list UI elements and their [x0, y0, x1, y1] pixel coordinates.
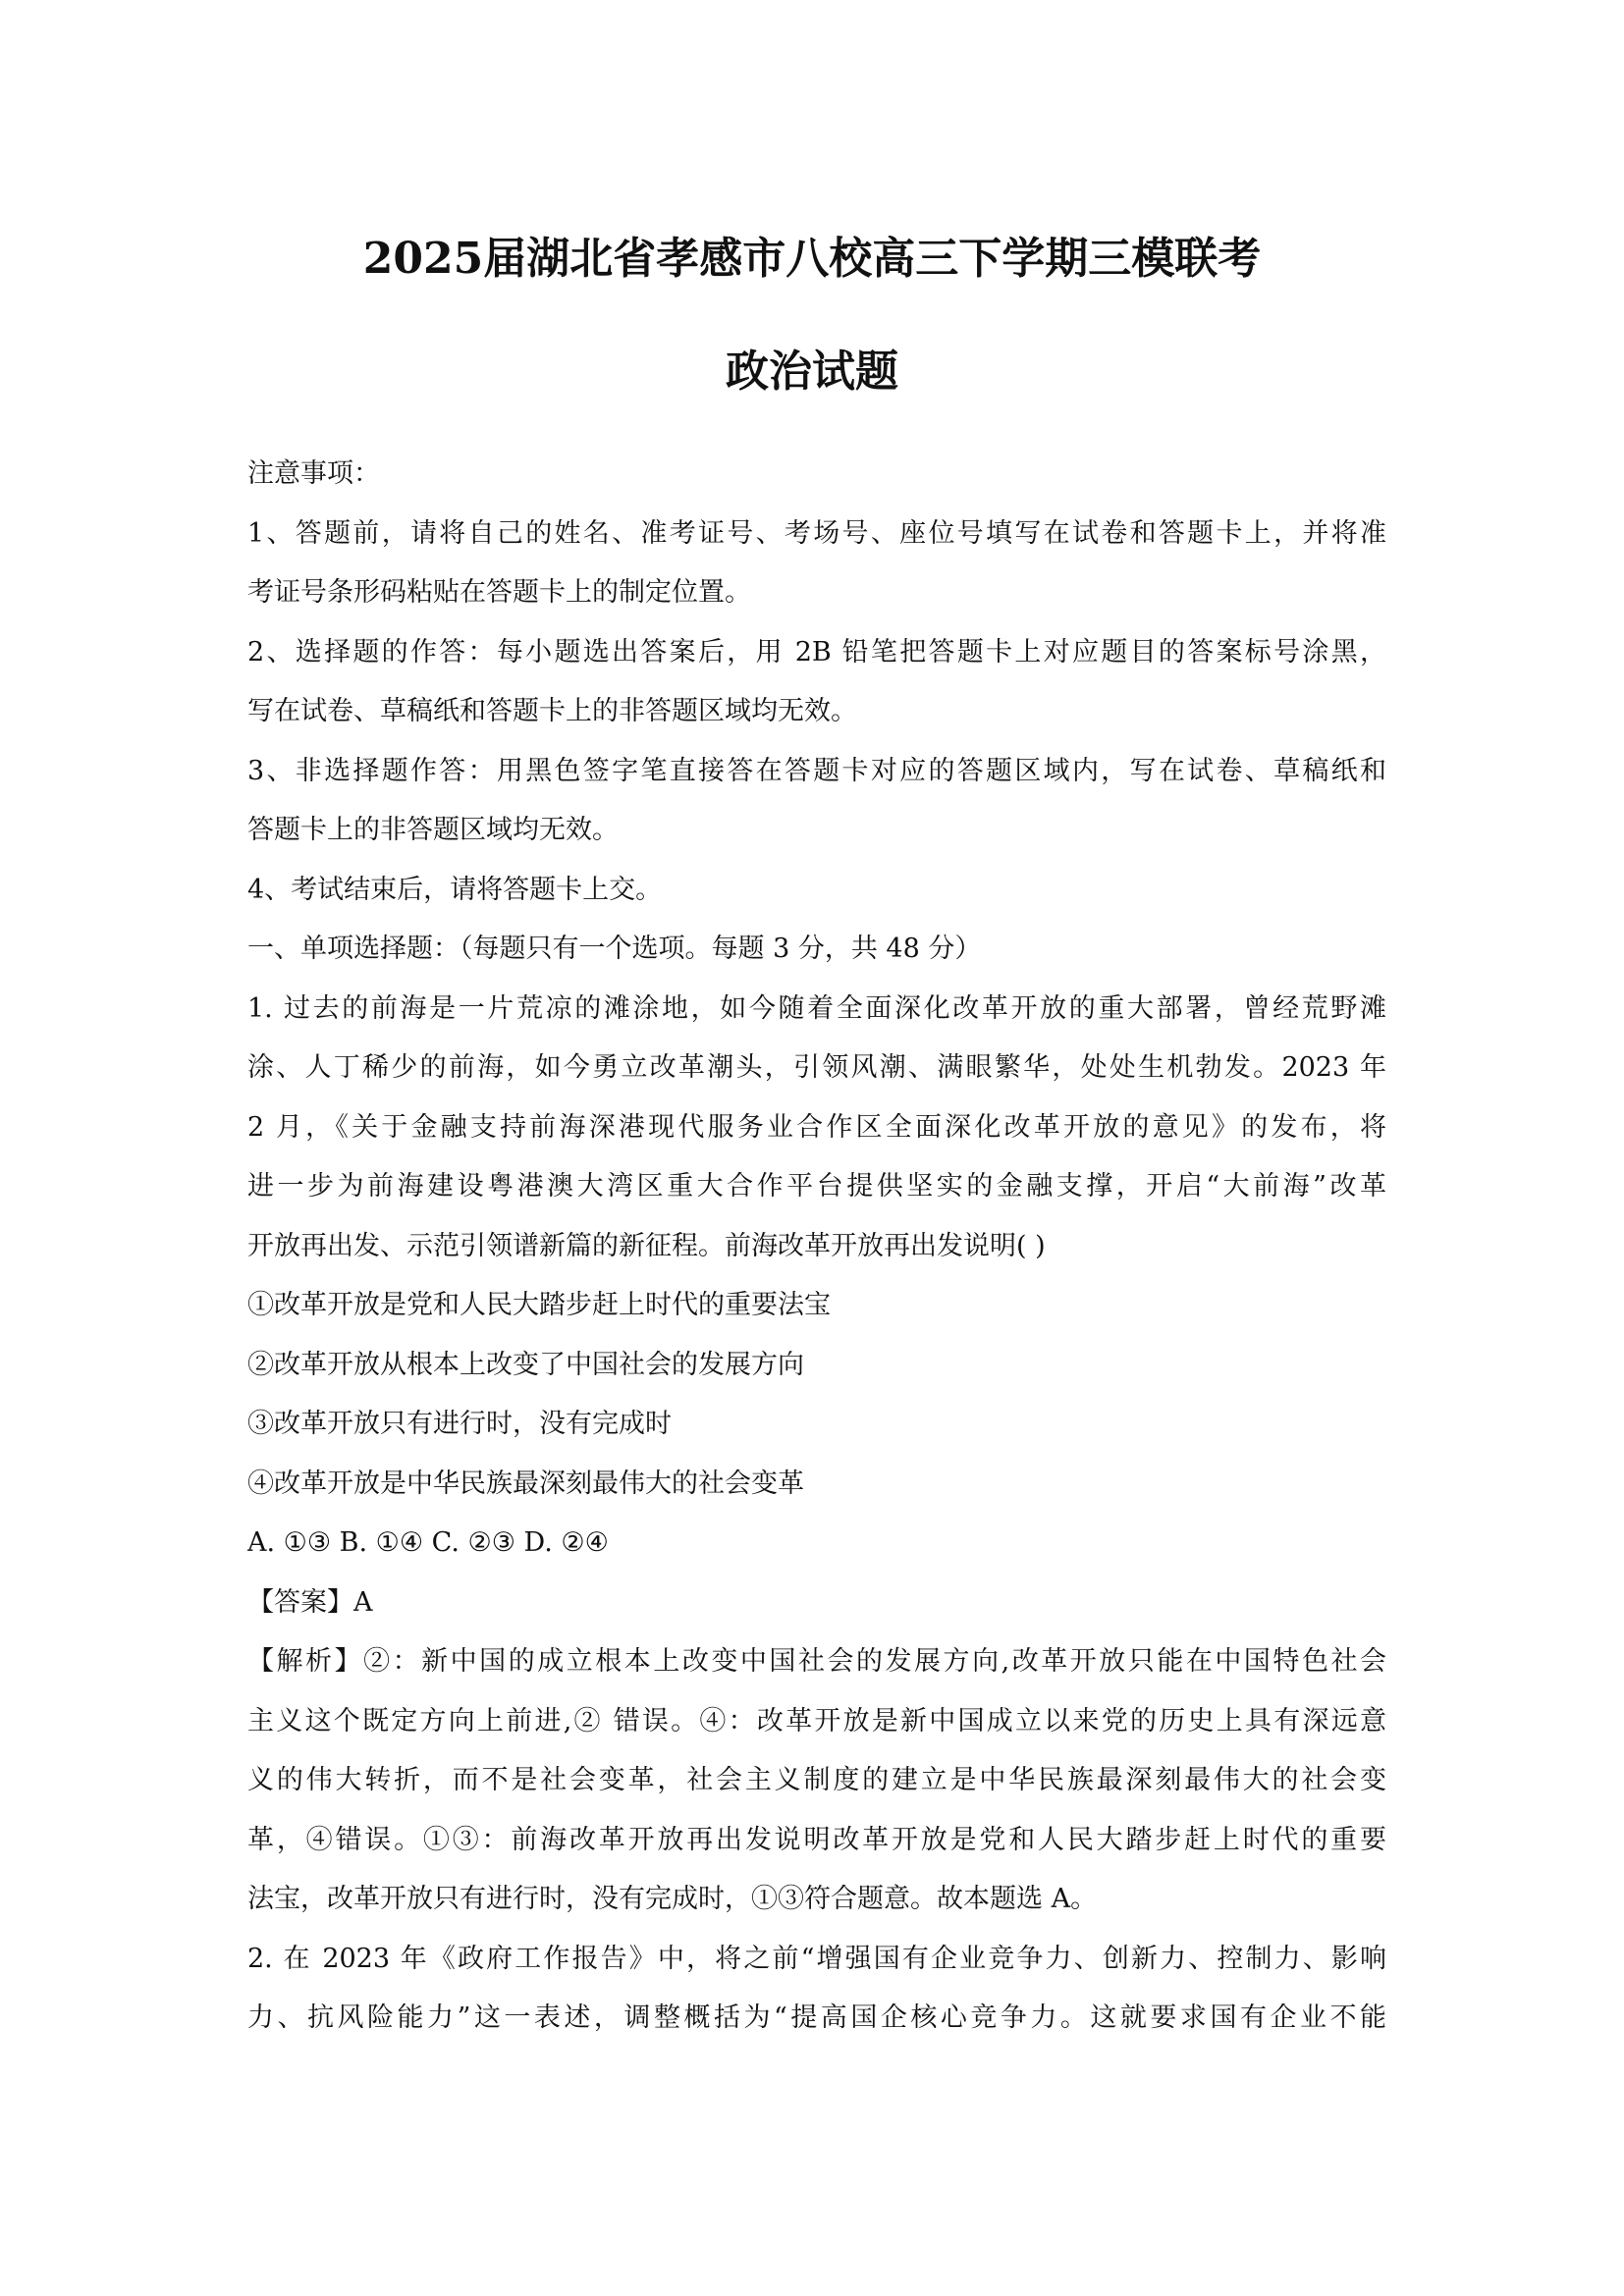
- document-body: [247, 445, 1386, 2049]
- question-1-option-1: ①改革开放是党和人民大踏步赶上时代的重要法宝: [247, 1290, 831, 1320]
- question-1-option-4: ④改革开放是中华民族最深刻最伟大的社会变革: [247, 1468, 804, 1499]
- notice-item-2-line-1: 2、选择题的作答：每小题选出答案后，用 2B 铅笔把答题卡上对应题目的答案标号涂黑，: [247, 636, 1386, 667]
- question-1-option-2: ②改革开放从根本上改变了中国社会的发展方向: [247, 1349, 804, 1380]
- notice-item-3-line-1: 3、非选择题作答：用黑色签字笔直接答在答题卡对应的答题区域内，写在试卷、草稿纸和: [247, 755, 1386, 786]
- question-1-analysis-line-2: 主义这个既定方向上前进,② 错误。④：改革开放是新中国成立以来党的历史上具有深远意: [247, 1705, 1386, 1736]
- question-2-stem-line-1: 2. 在 2023 年《政府工作报告》中，将之前“增强国有企业竞争力、创新力、控制力、影响: [247, 1943, 1386, 1974]
- notice-heading: 注意事项：: [247, 458, 380, 489]
- question-1-option-3: ③改革开放只有进行时，没有完成时: [247, 1409, 672, 1439]
- question-1-analysis-line-5: 法宝，改革开放只有进行时，没有完成时，①③符合题意。故本题选 A。: [247, 1884, 1098, 1914]
- notice-item-3-line-2: 答题卡上的非答题区域均无效。: [247, 815, 619, 845]
- document-title: 2025届湖北省孝感市八校高三下学期三模联考: [362, 234, 1262, 284]
- document-subtitle: 政治试题: [726, 347, 898, 397]
- question-1-analysis-line-3: 义的伟大转折，而不是社会变革，社会主义制度的建立是中华民族最深刻最伟大的社会变: [247, 1765, 1386, 1795]
- question-1-stem-line-4: 进一步为前海建设粤港澳大湾区重大合作平台提供坚实的金融支撑，开启“大前海”改革: [247, 1171, 1386, 1201]
- question-1-stem-line-1: 1. 过去的前海是一片荒凉的滩涂地，如今随着全面深化改革开放的重大部署，曾经荒野滩: [247, 992, 1386, 1024]
- notice-item-1-line-2: 考证号条形码粘贴在答题卡上的制定位置。: [247, 577, 751, 608]
- question-1-stem-line-5: 开放再出发、示范引领谱新篇的新征程。前海改革开放再出发说明( ): [247, 1230, 1046, 1261]
- section-heading: 一、单项选择题：（每题只有一个选项。每题 3 分，共 48 分）: [247, 934, 982, 964]
- question-2-stem-line-2: 力、抗风险能力”这一表述，调整概括为“提高国企核心竞争力。这就要求国有企业不能: [247, 2002, 1386, 2033]
- question-1-analysis-line-1: 【解析】②：新中国的成立根本上改变中国社会的发展方向,改革开放只能在中国特色社会: [247, 1646, 1386, 1677]
- question-1-answer: 【答案】A: [247, 1586, 373, 1618]
- question-1-stem-line-3: 2 月，《关于金融支持前海深港现代服务业合作区全面深化改革开放的意见》的发布，将: [247, 1111, 1386, 1143]
- question-1-stem-line-2: 涂、人丁稀少的前海，如今勇立改革潮头，引领风潮、满眼繁华，处处生机勃发。2023 年: [247, 1052, 1386, 1083]
- notice-item-4: 4、考试结束后，请将答题卡上交。: [247, 874, 663, 905]
- notice-item-2-line-2: 写在试卷、草稿纸和答题卡上的非答题区域均无效。: [247, 696, 857, 726]
- question-1-choices: A. ①③ B. ①④ C. ②③ D. ②④: [247, 1527, 609, 1558]
- notice-item-1-line-1: 1、答题前，请将自己的姓名、准考证号、考场号、座位号填写在试卷和答题卡上，并将准: [247, 517, 1386, 549]
- question-1-analysis-line-4: 革，④错误。①③：前海改革开放再出发说明改革开放是党和人民大踏步赶上时代的重要: [247, 1824, 1386, 1855]
